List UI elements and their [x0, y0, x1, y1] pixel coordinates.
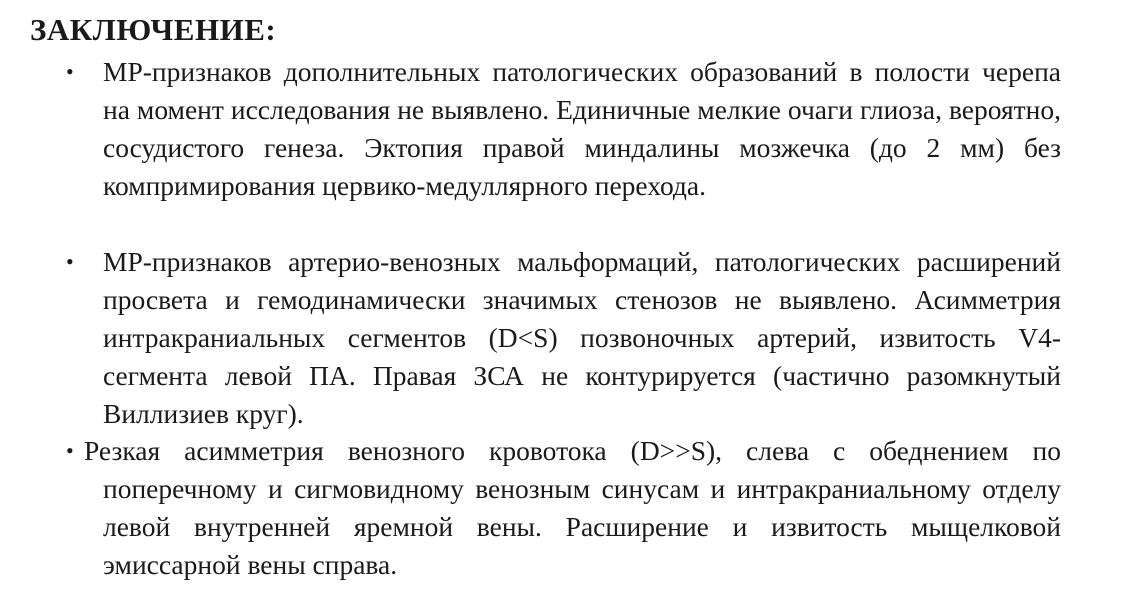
- conclusion-item-text: МР-признаков дополнительных патологических образований в полости черепа на момент исследования не выявлено. Единичные мелкие очаги глиоза, вероятно, сосудистого генеза. Эктопия правой миндалины мозжечка (до 2 мм) без компримирования цервико-медуллярного перехода.: [103, 56, 1061, 201]
- conclusion-item-text: Резкая асимметрия венозного кровотока (D>>S), слева с обеднением по поперечному и сигмовидному венозным синусам и интракраниальному отделу левой внутренней яремной вены. Расширение и извитость мыщелковой эмиссарной вены справа.: [84, 435, 1061, 580]
- bullet-icon: •: [66, 249, 74, 274]
- bullet-icon: •: [66, 59, 74, 84]
- conclusion-heading: ЗАКЛЮЧЕНИЕ:: [30, 12, 277, 47]
- bullet-icon: •: [66, 438, 74, 463]
- conclusion-item-text: МР-признаков артерио-венозных мальформаций, патологических расширений просвета и гемодинамически значимых стенозов не выявлено. Асимметрия интракраниальных сегментов (D<S) позвоночных артерий, извитость V4-сегмента левой ПА. Правая ЗСА не контурируется (частично разомкнутый Виллизиев круг).: [103, 246, 1061, 429]
